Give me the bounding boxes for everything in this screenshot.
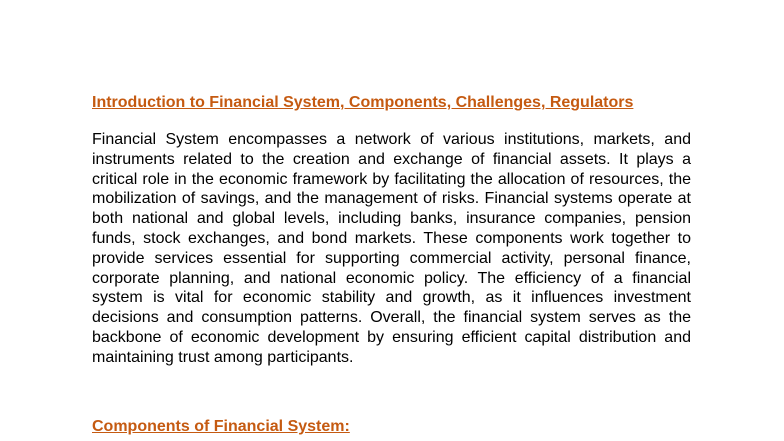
document-page: [92, 93, 691, 435]
intro-paragraph: Financial System encompasses a network of various institutions, markets, and instruments related to the creation and exchange of financial assets. It plays a critical role in the economic framework by facilitating the allocation of resources, the mobilization of savings, and the management of risks. Financial systems operate at both national and global levels, including banks, insurance companies, pension funds, stock exchanges, and bond markets. These components work together to provide services essential for supporting commercial activity, personal finance, corporate planning, and national economic policy. The efficiency of a financial system is vital for economic stability and growth, as it influences investment decisions and consumption patterns. Overall, the financial system serves as the backbone of economic development by ensuring efficient capital distribution and maintaining trust among participants.: [92, 131, 691, 366]
section-heading: Components of Financial System:: [92, 418, 350, 435]
document-title: Introduction to Financial System, Components, Challenges, Regulators: [92, 94, 634, 111]
